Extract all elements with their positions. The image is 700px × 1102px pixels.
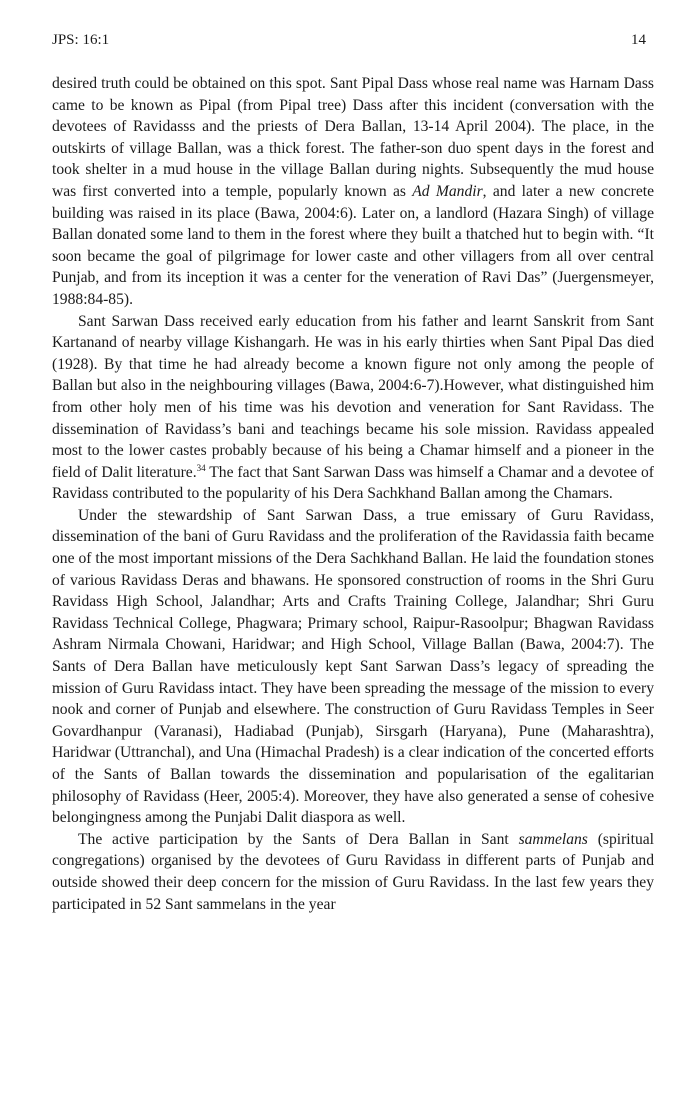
ad-mandir-term: Ad Mandir [412,182,483,200]
paragraph-4-text-a: The active participation by the Sants of Dera Ballan in Sant [78,830,519,848]
running-header [52,30,646,50]
body-text [52,73,654,915]
journal-citation: JPS: 16:1 [52,32,110,48]
paragraph-1 [52,73,654,311]
page-number: 14 [631,32,646,48]
paragraph-2-text-b: The fact that Sant Sarwan Dass was himself a Chamar and a devotee of Ravidass contributed to the popularity of his Dera Sachkhand Ballan among the Chamars. [52,463,654,503]
paragraph-2-text-a: Sant Sarwan Dass received early education from his father and learnt Sanskrit from Sant Kartanand of nearby village Kishangarh. He was in his early thirties when Sant Pipal Das died (1928). By that time he had already become a known figure not only among the people of Ballan but also in the neighbouring villages (Bawa, 2004:6-7).However, what distinguished him from other holy men of his time was his devotion and veneration for Sant Ravidass. The dissemination of Ravidass’s bani and teachings became his sole mission. Ravidass appealed most to the lower castes probably because of his being a Chamar himself and a pioneer in the field of Dalit literature. [52,312,654,481]
paragraph-4 [52,829,654,915]
paragraph-1-text-a: desired truth could be obtained on this spot. Sant Pipal Dass whose real name was Harnam Dass came to be known as Pipal (from Pipal tree) Dass after this incident (conversation with the devotees of Ravidasss and the priests of Dera Ballan, 13-14 April 2004). The place, in the outskirts of village Ballan, was a thick forest. The father-son duo spent days in the forest and took shelter in a mud house in the village Ballan during nights. Subsequently the mud house was first converted into a temple, popularly known as [52,75,654,200]
paragraph-3: Under the stewardship of Sant Sarwan Dass, a true emissary of Guru Ravidass, dissemination of the bani of Guru Ravidass and the proliferation of the Ravidassia faith became one of the most important missions of the Dera Sachkhand Ballan. He laid the foundation stones of various Ravidass Deras and bhawans. He sponsored construction of rooms in the Shri Guru Ravidass High School, Jalandhar; Arts and Crafts Training College, Jalandhar; Shri Guru Ravidass Technical College, Phagwara; Primary school, Raipur-Rasoolpur; Bhagwan Ravidass Ashram Nirmala Chowani, Haridwar; and High School, Village Ballan (Bawa, 2004:7). The Sants of Dera Ballan have meticulously kept Sant Sarwan Dass’s legacy of spreading the mission of Guru Ravidass intact. They have been spreading the message of the mission to every nook and corner of Punjab and elsewhere. The construction of Guru Ravidass Temples in Seer Govardhanpur (Varanasi), Hadiabad (Punjab), Sirsgarh (Haryana), Pune (Maharashtra), Haridwar (Uttranchal), and Una (Himachal Pradesh) is a clear indication of the concerted efforts of the Sants of Ballan towards the dissemination and popularisation of the egalitarian philosophy of Ravidass (Heer, 2005:4). Moreover, they have also generated a sense of cohesive belongingness among the Punjabi Dalit diaspora as well. [52,506,654,827]
paragraph-4-text-c: (spiritual congregations) organised by the devotees of Guru Ravidass in different parts of Punjab and outside showed their deep concern for the mission of Guru Ravidass. In the last few years they participated in 52 Sant sammelans in the year [52,830,654,913]
footnote-marker[interactable]: 34 [196,462,206,473]
sammelans-term: sammelans [518,830,588,848]
paragraph-2 [52,311,654,505]
paragraph-1-text-c: , and later a new concrete building was raised in its place (Bawa, 2004:6). Later on, a landlord (Hazara Singh) of village Ballan donated some land to them in the forest where they built a thatched hut to begin with. “It soon became the goal of pilgrimage for lower caste and other villagers from all over central Punjab, and from its inception it was a center for the veneration of Ravi Das” (Juergensmeyer, 1988:84-85). [52,182,654,308]
